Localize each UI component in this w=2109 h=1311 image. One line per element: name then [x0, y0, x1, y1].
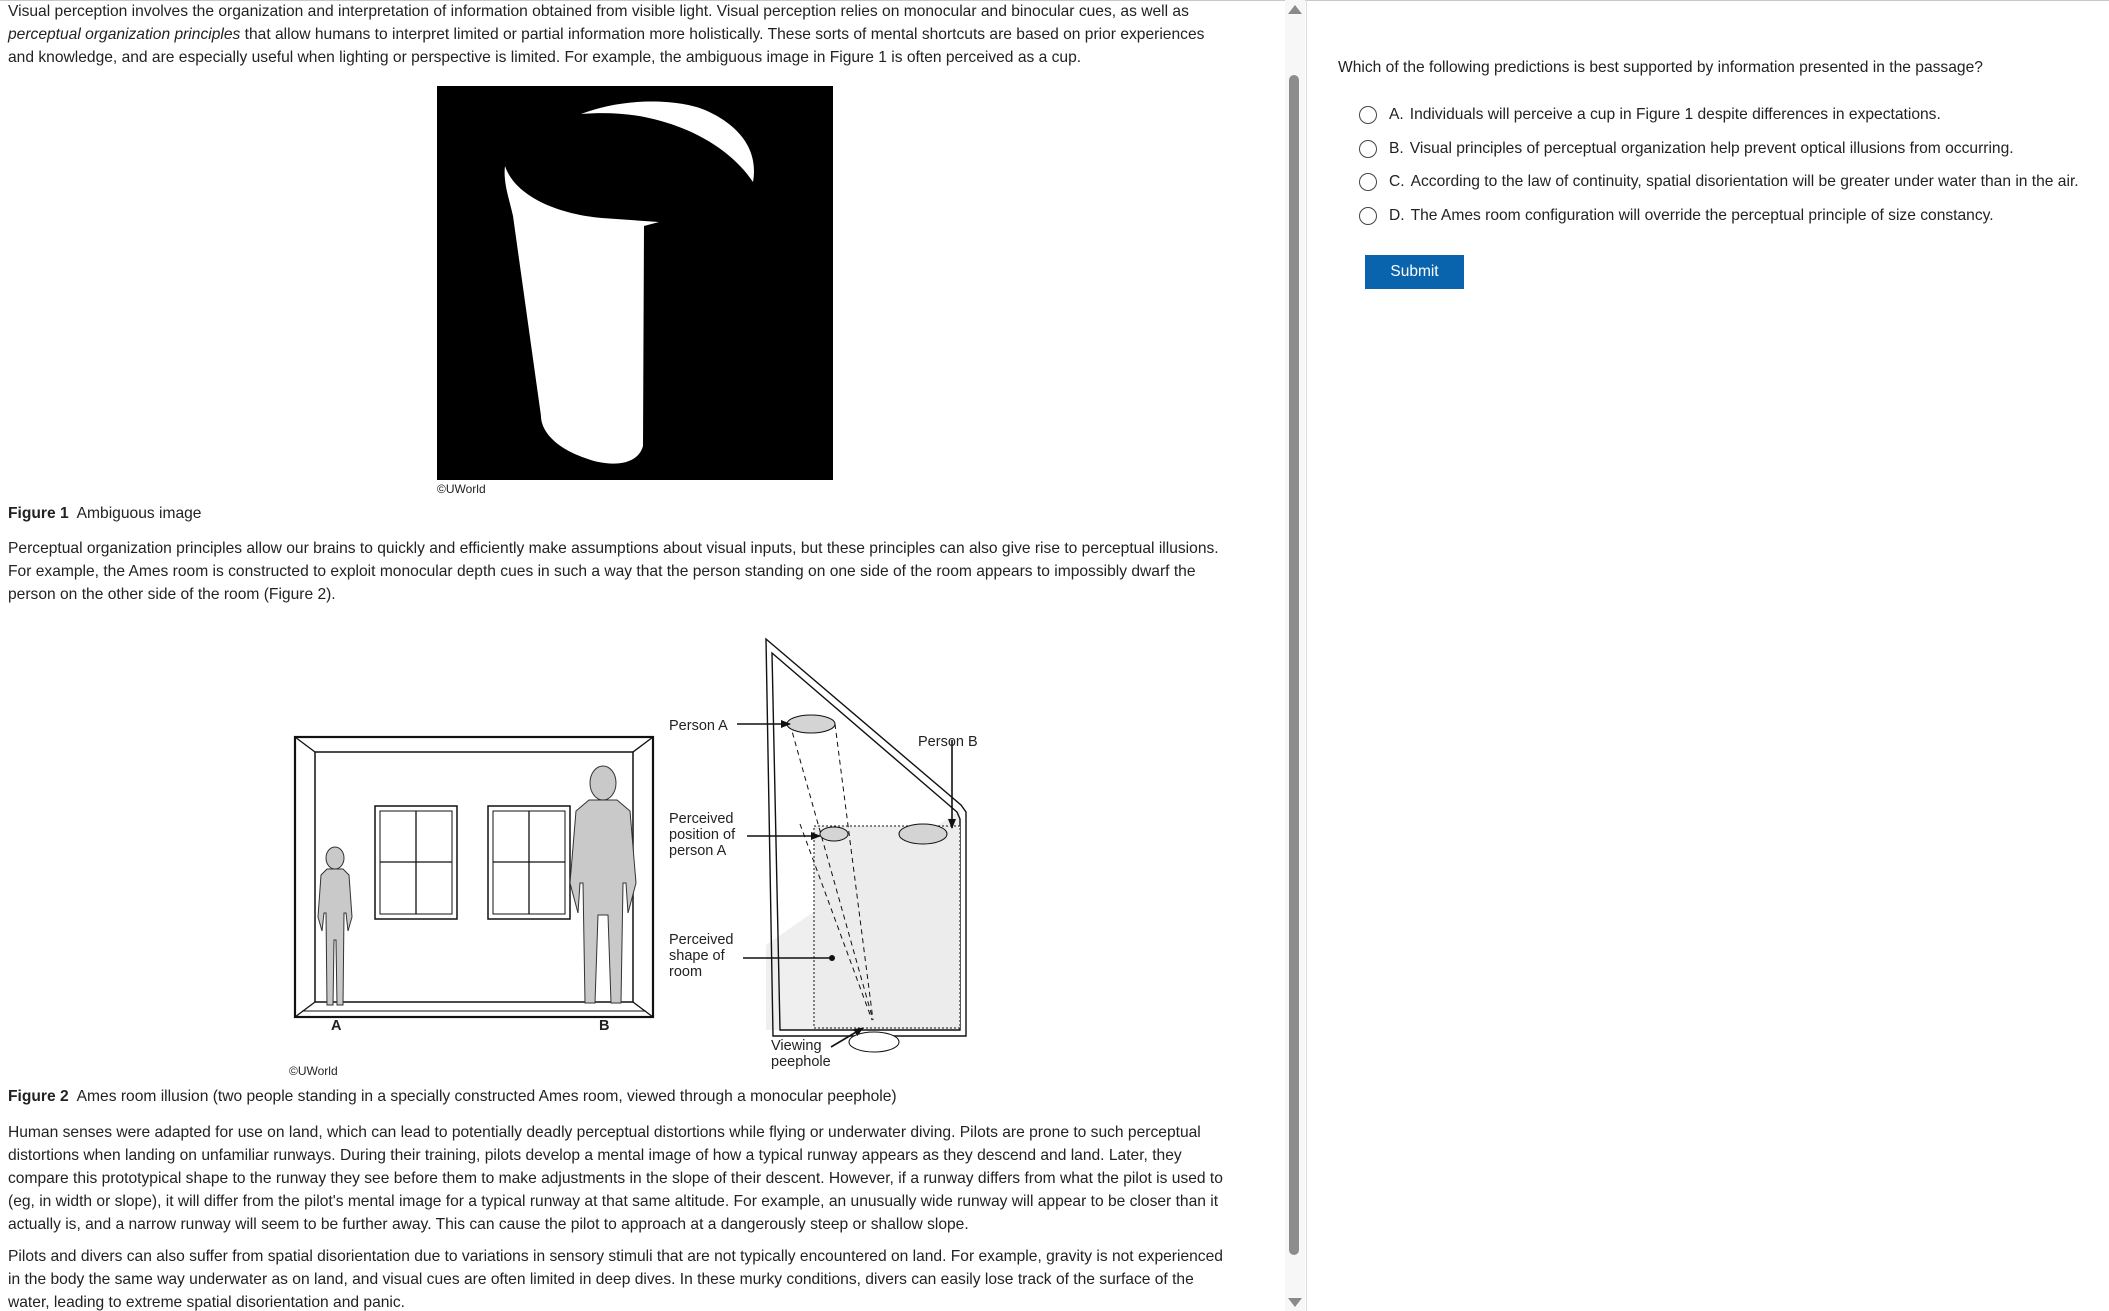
label-line: Perceived: [669, 811, 734, 827]
radio-button-c[interactable]: [1359, 173, 1377, 191]
radio-button-b[interactable]: [1359, 140, 1377, 158]
option-text: According to the law of continuity, spatial disorientation will be greater under water than in the air.: [1410, 173, 2079, 190]
passage-paragraph-4: [8, 1245, 1263, 1311]
label-line: Perceived: [669, 932, 734, 948]
italic-term: perceptual organization principles: [8, 26, 241, 43]
figure-1-ambiguous-image: [437, 86, 833, 480]
figure-2-ames-room: [280, 625, 1000, 1070]
paragraph-line: compare this prototypical shape to the runway they see before them to make adjustments in the slope of their descent. However, if a runway differs from what the pilot is used to: [8, 1170, 1223, 1187]
figure-2-caption: [8, 1088, 897, 1106]
paragraph-line: (eg, in width or slope), it will differ from the pilot's mental image for a typical runway at that same altitude. For example, an unusually wide runway will appear to be closer than it: [8, 1193, 1219, 1210]
submit-button[interactable]: Submit: [1365, 255, 1464, 289]
paragraph-line-rest: that allow humans to interpret limited or partial information more holistically. These sorts of mental shortcuts are based on prior experiences: [240, 26, 1205, 43]
label-person-b: Person B: [918, 734, 978, 750]
paragraph-line: water, leading to extreme spatial disorientation and panic.: [8, 1294, 406, 1311]
passage-paragraph-2: [8, 537, 1263, 606]
label-a: A: [331, 1018, 342, 1034]
passage-paragraph-1: [8, 0, 1263, 69]
label-line: peephole: [771, 1054, 831, 1070]
large-person-figure: [570, 766, 636, 1003]
figure-1-caption-label: Figure 1: [8, 505, 69, 522]
radio-button-d[interactable]: [1359, 207, 1377, 225]
question-pane: [1307, 0, 2109, 1311]
option-text: Visual principles of perceptual organization help prevent optical illusions from occurring.: [1409, 140, 2014, 157]
option-letter: B.: [1389, 140, 1404, 157]
label-perceived-shape: [669, 932, 733, 980]
figure-2-credit: ©UWorld: [289, 1064, 338, 1078]
paragraph-line: Visual perception involves the organization and interpretation of information obtained from visible light. Visual perception relies on monocular and binocular cues, as well as: [8, 3, 1189, 20]
label-b: B: [599, 1018, 610, 1034]
paragraph-line: and knowledge, and are especially useful when lighting or perspective is limited. For example, the ambiguous image in Figure 1 is often perceived as a cup.: [8, 49, 1082, 66]
paragraph-line: in the body the same way underwater as on land, and visual cues are often limited in deep dives. In these murky conditions, divers can easily lose track of the surface of the: [8, 1271, 1194, 1288]
option-text: Individuals will perceive a cup in Figure 1 despite differences in expectations.: [1409, 106, 1941, 123]
passage-scrollbar[interactable]: [1285, 0, 1305, 1311]
small-person-figure: [318, 847, 352, 1005]
paragraph-line: person on the other side of the room (Figure 2).: [8, 586, 336, 603]
answer-option-c[interactable]: [1359, 170, 2079, 194]
figure-1-caption-text: Ambiguous image: [76, 505, 202, 522]
scrollbar-thumb[interactable]: [1289, 75, 1299, 1255]
paragraph-line: [8, 23, 1263, 46]
paragraph-line: Pilots and divers can also suffer from spatial disorientation due to variations in sensory stimuli that are not typically encountered on land. For example, gravity is not experienced: [8, 1248, 1223, 1265]
paragraph-line: Human senses were adapted for use on land, which can lead to potentially deadly perceptual distortions while flying or underwater diving. Pilots are prone to such perceptual: [8, 1124, 1201, 1141]
label-perceived-position: [669, 811, 735, 859]
option-letter: C.: [1389, 173, 1405, 190]
answer-option-b[interactable]: [1359, 137, 2014, 161]
label-viewing-peephole: [771, 1038, 831, 1070]
question-stem: Which of the following predictions is best supported by information presented in the passage?: [1338, 59, 1983, 76]
ames-room-top-view: [737, 639, 966, 1052]
label-line: position of: [669, 827, 736, 843]
figure-1-caption: [8, 505, 201, 523]
paragraph-line: actually is, and a narrow runway will seem to be further away. This can cause the pilot to approach at a dangerously steep or shallow slope.: [8, 1216, 969, 1233]
passage-paragraph-3: [8, 1121, 1263, 1236]
paragraph-line: Perceptual organization principles allow our brains to quickly and efficiently make assumptions about visual inputs, but these principles can also give rise to perceptual illusions.: [8, 540, 1219, 557]
label-line: shape of: [669, 948, 725, 964]
paragraph-line: distortions when landing on unfamiliar runways. During their training, pilots develop a mental image of how a typical runway appears as they descend and land. Later, they: [8, 1147, 1182, 1164]
label-line: room: [669, 964, 703, 980]
option-letter: A.: [1389, 106, 1404, 123]
answer-option-a[interactable]: [1359, 103, 1941, 127]
figure-1-credit: ©UWorld: [437, 482, 486, 496]
figure-2-caption-text: Ames room illusion (two people standing in a specially constructed Ames room, viewed through a monocular peephole): [76, 1088, 897, 1105]
label-line: Viewing: [771, 1038, 822, 1054]
paragraph-line: For example, the Ames room is constructed to exploit monocular depth cues in such a way that the person standing on one side of the room appears to impossibly dwarf the: [8, 563, 1196, 580]
answer-option-d[interactable]: [1359, 204, 1994, 228]
label-person-a: Person A: [669, 718, 728, 734]
ambiguous-cup-image: [437, 86, 833, 480]
radio-button-a[interactable]: [1359, 106, 1377, 124]
option-text: The Ames room configuration will override the perceptual principle of size constancy.: [1410, 207, 1994, 224]
scroll-down-arrow-icon[interactable]: [1288, 1298, 1302, 1307]
ames-room-diagram: [280, 625, 1000, 1065]
label-line: person A: [669, 843, 727, 859]
option-letter: D.: [1389, 207, 1405, 224]
scroll-up-arrow-icon[interactable]: [1288, 5, 1302, 14]
figure-2-caption-label: Figure 2: [8, 1088, 69, 1105]
